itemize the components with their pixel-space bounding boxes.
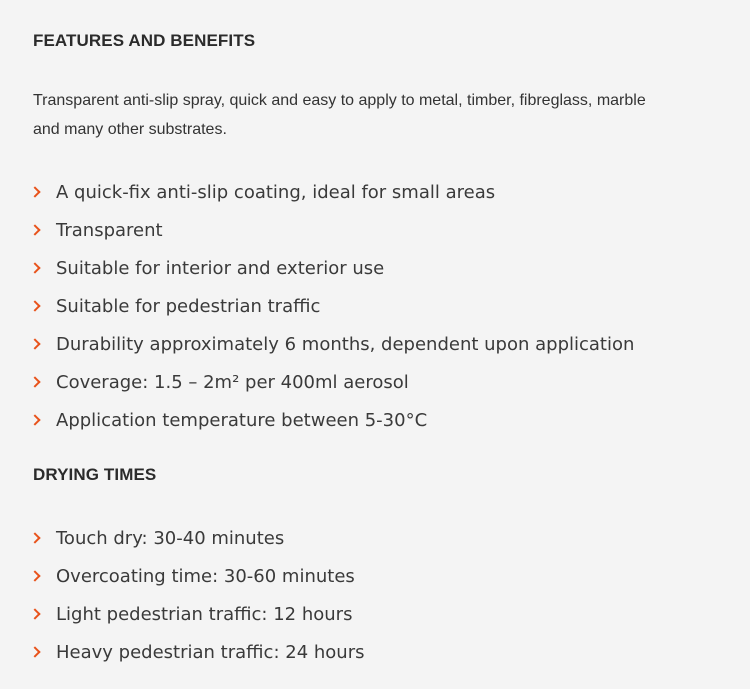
- list-item-text: Light pedestrian traffic: 12 hours: [56, 603, 353, 625]
- list-item-text: Coverage: 1.5 – 2m² per 400ml aerosol: [56, 371, 409, 393]
- list-item-text: A quick-fix anti-slip coating, ideal for small areas: [56, 181, 496, 203]
- chevron-right-icon: [29, 376, 40, 387]
- drying-times-heading: DRYING TIMES: [33, 465, 157, 484]
- chevron-right-icon: [29, 262, 40, 273]
- list-item: [33, 287, 634, 325]
- chevron-right-icon: [29, 338, 40, 349]
- chevron-right-icon: [29, 300, 40, 311]
- drying-times-list: [33, 519, 364, 671]
- list-item-text: Durability approximately 6 months, dependent upon application: [56, 333, 635, 355]
- chevron-right-icon: [29, 186, 40, 197]
- list-item-text: Application temperature between 5-30°C: [56, 409, 428, 431]
- features-heading: FEATURES AND BENEFITS: [33, 31, 256, 50]
- list-item: [33, 325, 634, 363]
- list-item-text: Heavy pedestrian traffic: 24 hours: [56, 641, 365, 663]
- list-item: [33, 633, 364, 671]
- list-item: [33, 249, 634, 287]
- features-intro: Transparent anti-slip spray, quick and easy to apply to metal, timber, fibreglass, marble and many other substrates.: [33, 92, 646, 138]
- chevron-right-icon: [29, 414, 40, 425]
- list-item: [33, 519, 364, 557]
- list-item-text: Transparent: [56, 219, 163, 241]
- chevron-right-icon: [29, 224, 40, 235]
- chevron-right-icon: [29, 646, 40, 657]
- list-item-text: Overcoating time: 30-60 minutes: [56, 565, 355, 587]
- list-item: [33, 557, 364, 595]
- chevron-right-icon: [29, 570, 40, 581]
- list-item: [33, 173, 634, 211]
- list-item: [33, 401, 634, 439]
- list-item-text: Touch dry: 30-40 minutes: [56, 527, 285, 549]
- list-item: [33, 595, 364, 633]
- list-item-text: Suitable for pedestrian traffic: [56, 295, 321, 317]
- features-list: [33, 173, 634, 439]
- list-item-text: Suitable for interior and exterior use: [56, 257, 385, 279]
- list-item: [33, 211, 634, 249]
- chevron-right-icon: [29, 608, 40, 619]
- list-item: [33, 363, 634, 401]
- chevron-right-icon: [29, 532, 40, 543]
